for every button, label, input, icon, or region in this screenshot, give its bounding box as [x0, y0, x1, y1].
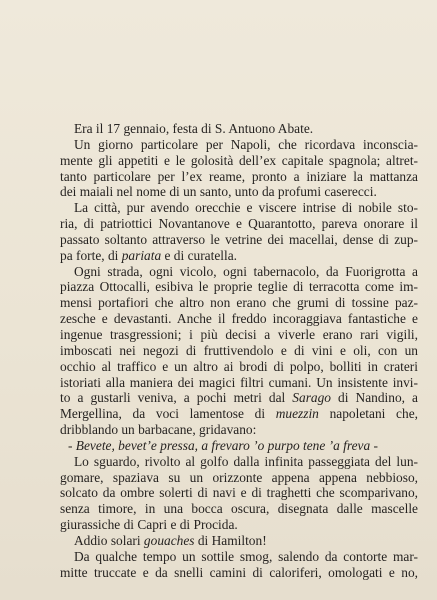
- text-line: Lo sguardo, rivolto al golfo dalla infinita passeggiata del lun-: [74, 453, 418, 469]
- text-line: mensi portafiori che altro non erano che grumi di tossine paz-: [60, 295, 418, 311]
- text-line: dei maiali nel nome di un santo, unto da profumi caserecci.: [60, 184, 377, 200]
- text-line: dribblando un barbacane, gridavano:: [60, 422, 257, 438]
- text-line: tanto particolare per l’ex reame, pronto a iniziare la mattanza: [60, 168, 418, 184]
- text-line: solcato da ombre solerti di navi e di traghetti che scomparivano,: [60, 485, 418, 501]
- italic-term: pariata: [121, 247, 162, 263]
- text-fragment: Mergellina, da voci lamentose di: [60, 406, 276, 422]
- text-fragment: to a gustarli veniva, a pochi metri dal: [60, 390, 293, 406]
- text-line-with-italic: [60, 390, 418, 406]
- italic-term: Sarago: [292, 390, 331, 406]
- paragraph-date-line: Era il 17 gennaio, festa di S. Antuono Abate.: [74, 121, 314, 136]
- text-line: Da qualche tempo un sottile smog, salendo da contorte mar-: [74, 548, 418, 564]
- text-line: Ogni strada, ogni vicolo, ogni tabernacolo, da Fuorigrotta a: [74, 263, 418, 279]
- text-line: occhio al traffico e un altro ai brodi di polpo, bolliti in crateri: [60, 358, 418, 374]
- text-line: Un giorno particolare per Napoli, che ricordava inconscia-: [74, 136, 418, 152]
- text-fragment: di Nandino, a: [331, 390, 418, 406]
- text-line: ingenue trasgressioni; i più decisi a viverle erano rari vigili,: [60, 326, 418, 342]
- text-line: ria, di patriottici Novantanove e Quarantotto, pareva onorare il: [60, 216, 418, 232]
- text-line: gomare, spaziava su un orizzonte appena appena nebbioso,: [60, 469, 418, 485]
- quoted-street-cry: - Bevete, bevet’e pressa, a frevaro ’o purpo tene ’a freva -: [68, 437, 378, 453]
- text-line: La città, pur avendo orecchie e viscere intrise di nobile sto-: [74, 200, 418, 216]
- text-fragment: di Hamilton!: [194, 532, 267, 548]
- text-line-with-italic: [60, 533, 418, 549]
- text-line: mitte truccate e da snelli camini di caloriferi, omologati e no,: [60, 564, 418, 580]
- italic-term: muezzin: [275, 406, 319, 422]
- text-line-with-italic: [60, 248, 418, 264]
- text-fragment: pa forte, di: [60, 247, 122, 263]
- text-line: piazza Ottocalli, esibiva le proprie teglie di terracotta come im-: [60, 279, 418, 295]
- text-line: senza timore, in una bocca oscura, disegnata dalle mascelle: [60, 501, 418, 517]
- italic-term: gouaches: [143, 532, 195, 548]
- text-line: istoriati alla maniera dei magici filtri cumani. Un insistente invi-: [60, 374, 418, 390]
- text-fragment: napoletani che,: [318, 406, 418, 422]
- text-fragment: Addio solari: [74, 532, 144, 548]
- text-line: imboscati nei negozi di fruttivendolo e di vini e oli, con un: [60, 342, 418, 358]
- text-line-with-italic: [60, 406, 418, 422]
- text-line: zesche e devastanti. Anche il freddo incoraggiava fantastiche e: [60, 311, 418, 327]
- book-page-text: [60, 121, 418, 580]
- text-line: mente gli appetiti e le golosità dell’ex capitale spagnola; altret-: [60, 152, 418, 168]
- text-fragment: e di curatella.: [161, 247, 238, 263]
- text-line: passato soltanto attraverso le vetrine dei macellai, dense di zup-: [60, 231, 418, 247]
- text-line: giurassiche di Capri e di Procida.: [60, 517, 238, 533]
